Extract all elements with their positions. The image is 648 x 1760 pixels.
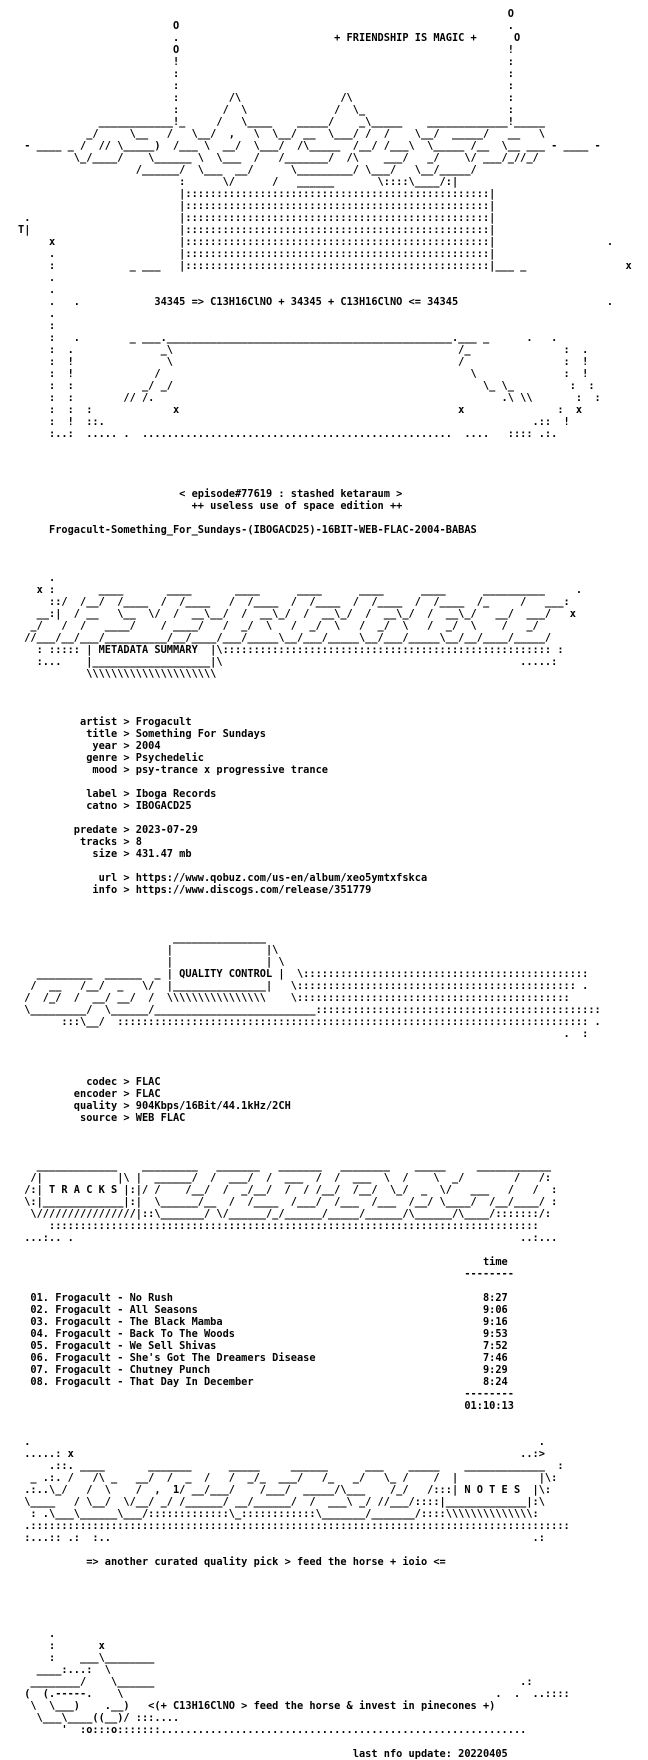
nfo-line: . (18, 272, 56, 284)
nfo-line: ! : (18, 56, 514, 68)
nfo-line: . |:::::::::::::::::::::::::::::::::::::::::::::::::| (18, 248, 496, 260)
nfo-line: genre > Psychedelic (18, 752, 204, 764)
nfo-line: O (18, 8, 514, 20)
nfo-line: => another curated quality pick > feed the horse + ioio <= (18, 1556, 446, 1568)
nfo-line: \ \___) .__) <(+ C13H16ClNO > feed the horse & invest in pinecones +) (18, 1700, 496, 1712)
nfo-line: Frogacult-Something_For_Sundays-(IBOGACD25)-16BIT-WEB-FLAC-2004-BABAS (18, 524, 477, 536)
nfo-line: / /_/ / __/ __/ / \\\\\\\\\\\\\\\\ \:::::::::::::::::::::::::::::::::::::::::::: (18, 992, 570, 1004)
nfo-line: ++ useless use of space edition ++ (18, 500, 403, 512)
nfo-line: : x (18, 1640, 105, 1652)
nfo-line: codec > FLAC (18, 1076, 161, 1088)
nfo-line: \_________/ \______/__________________________:::::::::::::::::::::::::::::::::::::::::::::: (18, 1004, 601, 1016)
nfo-line: title > Something For Sundays (18, 728, 266, 740)
nfo-line: x |:::::::::::::::::::::::::::::::::::::::::::::::::| . (18, 236, 614, 248)
nfo-line: 03. Frogacult - The Black Mamba 9:16 (18, 1316, 508, 1328)
nfo-line: 01. Frogacult - No Rush 8:27 (18, 1292, 508, 1304)
nfo-line: ::/ /__/ /____ / /____ / /____ / /____ / /____ / /____ /_ / ___: (18, 596, 570, 608)
nfo-line: 04. Frogacult - Back To The Woods 9:53 (18, 1328, 508, 1340)
nfo-line: \_/____/ \______ \ \___ / /_______/ /\ ___/ _/ \/ ___/_//_/ (18, 152, 539, 164)
nfo-line: /| |\ | ______/ / ___/ / ___ / / ___ \ / \ _/ / /: (18, 1172, 552, 1184)
nfo-line: . (18, 572, 56, 584)
nfo-line: time (18, 1256, 508, 1268)
nfo-line: size > 431.47 mb (18, 848, 192, 860)
nfo-line: \:|_____________|:| \______/__ / /____ /___/ /___ /___ /__/ \____/ /__/____/ : (18, 1196, 558, 1208)
nfo-line: source > WEB FLAC (18, 1112, 186, 1124)
nfo-line: //___/__/___/__________/__/____/___/_____\__/___/_____\__/___/_____\__/__/____/_____/ (18, 632, 552, 644)
nfo-line: . + FRIENDSHIP IS MAGIC + O (18, 32, 521, 44)
nfo-line: ____:...: \ (18, 1664, 111, 1676)
nfo-line: _ .:. / /\ _ __/ / _ / / _/_ ___/ /_ _/ \_ / / | |\: (18, 1472, 558, 1484)
nfo-line: : .\___\______\___/:::::::::::::\_::::::::::::\_______/_______/::::\\\\\\\\\\\\\\: (18, 1508, 539, 1520)
nfo-line: ( (.-----. \ . . ..:::: (18, 1688, 570, 1700)
nfo-line: . |:::::::::::::::::::::::::::::::::::::::::::::::::| (18, 212, 496, 224)
nfo-line: _____________ _________ _______ _______ ________ _____ ____________ (18, 1160, 552, 1172)
nfo-line: last nfo update: 20220405 (18, 1748, 508, 1760)
nfo-line: :...:: .: :.. .: (18, 1532, 545, 1544)
nfo-line: : ! ::. .:: ! (18, 416, 570, 428)
nfo-line: .::. ____ _______ _____ ______ ___ _____ _____________ : (18, 1460, 564, 1472)
nfo-line: 02. Frogacult - All Seasons 9:06 (18, 1304, 508, 1316)
nfo-line: encoder > FLAC (18, 1088, 161, 1100)
nfo-line: __:| / __ \__ \/ / __\__/ / __\_/ / __\_/ / __\_/ / __\_/ __/ ___/ x (18, 608, 576, 620)
nfo-line: : ! / \ : ! (18, 368, 589, 380)
nfo-line: ____________!_ / \____ _____/ _\_____ _____________!_____ (18, 116, 545, 128)
nfo-line: : ___\________ (18, 1652, 155, 1664)
nfo-line: . (18, 284, 56, 296)
nfo-line: _/ \__ / \__/ , \ \__/ __ \___/ / / \__/ _____/ __ \ (18, 128, 545, 140)
nfo-line: ...:.. . ..:... (18, 1232, 558, 1244)
nfo-line: -------- (18, 1388, 514, 1400)
nfo-line: 05. Frogacult - We Sell Shivas 7:52 (18, 1340, 508, 1352)
nfo-line: ' :o:::o:::::::........................................................... (18, 1724, 527, 1736)
nfo-line: /______/ \___ __/ \_________/ \___/ \__/_____/ (18, 164, 477, 176)
nfo-line: . . 34345 => C13H16ClNO + 34345 + C13H16ClNO <= 34345 . (18, 296, 614, 308)
nfo-line: catno > IBOGACD25 (18, 800, 192, 812)
nfo-line: < episode#77619 : stashed ketaraum > (18, 488, 403, 500)
nfo-line: |:::::::::::::::::::::::::::::::::::::::::::::::::| (18, 188, 496, 200)
nfo-line: . (18, 1628, 56, 1640)
nfo-line: mood > psy-trance x progressive trance (18, 764, 328, 776)
nfo-line: : _ ___ |:::::::::::::::::::::::::::::::::::::::::::::::::|___ _ x (18, 260, 632, 272)
nfo-line: .::::::::::::::::::::::::::::::::::::::::::::::::::::::::::::::::::::::::::::::::::::::: (18, 1520, 570, 1532)
nfo-line: label > Iboga Records (18, 788, 217, 800)
nfo-line: : ::::: | METADATA SUMMARY |\::::::::::::::::::::::::::::::::::::::::::::::::::::: : (18, 644, 564, 656)
nfo-line: 06. Frogacult - She's Got The Dreamers Disease 7:46 (18, 1352, 508, 1364)
nfo-line: -------- (18, 1268, 514, 1280)
nfo-line: .:..\_/ / \ / , 1/ __/___/ /___/ _____/\___ /_/ /:::| N O T E S |\: (18, 1484, 552, 1496)
nfo-line: : : : x x : x (18, 404, 583, 416)
nfo-line: .....: x ..:> (18, 1448, 545, 1460)
nfo-line: O ! (18, 44, 514, 56)
nfo-line: _/ / / ____/ / ____/ / _/ \ / _/ \ / _/ \ / _/ \ / _/ (18, 620, 539, 632)
nfo-line: quality > 904Kbps/16Bit/44.1kHz/2CH (18, 1100, 291, 1112)
nfo-line: : : // /. .\ \\ : : (18, 392, 601, 404)
nfo-line: _________ ______ _ | QUALITY CONTROL | \:::::::::::::::::::::::::::::::::::::::::::::: (18, 968, 589, 980)
nfo-line: / __ /__/ _ \/ |_______________| \::::::::::::::::::::::::::::::::::::::::::::: . (18, 980, 589, 992)
nfo-line: :... |___________________|\ .....: (18, 656, 558, 668)
nfo-line: . (18, 308, 56, 320)
nfo-line: x : ____ ____ ____ ____ ____ ____ __________ . (18, 584, 583, 596)
nfo-line: url > https://www.qobuz.com/us-en/album/xeo5ymtxfskca (18, 872, 428, 884)
nfo-line: : / \ / \_ : (18, 104, 514, 116)
nfo-line: tracks > 8 (18, 836, 142, 848)
nfo-line: info > https://www.discogs.com/release/351779 (18, 884, 372, 896)
nfo-line: :::\__/ :::::::::::::::::::::::::::::::::::::::::::::::::::::::::::::::::::::::::::: . (18, 1016, 601, 1028)
nfo-line: |:::::::::::::::::::::::::::::::::::::::::::::::::| (18, 200, 496, 212)
nfo-line: year > 2004 (18, 740, 161, 752)
nfo-line: - ____ _ / // \_____) /___ \ __/ \___/ /\_____ /__/ /___\ \_____ /__ \__ ___ - ____ - (18, 140, 601, 152)
nfo-line: : /\ /\ : (18, 92, 514, 104)
nfo-line: . . (18, 1436, 545, 1448)
nfo-line: predate > 2023-07-29 (18, 824, 198, 836)
nfo-line: | |\ (18, 944, 279, 956)
nfo-line: ________/ \______ .: (18, 1676, 533, 1688)
nfo-line: \////////////////|::\_______/ \/______/_/______/_____/______/\______/\____/:::::::/: (18, 1208, 552, 1220)
nfo-line: \____ / \__/ \/__/ _/ /______/ __/______/ / ___\ _/ //___/::::|_____________|:\ (18, 1496, 545, 1508)
nfo-line: _______________ (18, 932, 266, 944)
nfo-line: :..: ..... . .................................................. .... :::: .:. (18, 428, 558, 440)
nfo-line: 01:10:13 (18, 1400, 514, 1412)
nfo-line: artist > Frogacult (18, 716, 192, 728)
nfo-line: 08. Frogacult - That Day In December 8:24 (18, 1376, 508, 1388)
nfo-line: /:| T R A C K S |:|/ / /__/ / _/__/ / / /__/ /__/ \_/ _ \/ ___ / / : (18, 1184, 558, 1196)
nfo-line: : : _/ _/ \_ \_ : : (18, 380, 595, 392)
nfo-line: . : (18, 1028, 589, 1040)
nfo-line: : . _\ /_ : . (18, 344, 589, 356)
nfo-line: ::::::::::::::::::::::::::::::::::::::::::::::::::::::::::::::::::::::::::::::: (18, 1220, 539, 1232)
nfo-line: \___\____((__)/ :::.... (18, 1712, 180, 1724)
nfo-line: : : (18, 80, 514, 92)
nfo-line: 07. Frogacult - Chutney Punch 9:29 (18, 1364, 508, 1376)
nfo-line: : \/ / ______ \::::\____/:| (18, 176, 459, 188)
nfo-line: O . (18, 20, 514, 32)
nfo-line: : : (18, 68, 514, 80)
nfo-line: T| |:::::::::::::::::::::::::::::::::::::::::::::::::| (18, 224, 496, 236)
nfo-line: : ! \ / : ! (18, 356, 589, 368)
nfo-line: \\\\\\\\\\\\\\\\\\\\\ (18, 668, 217, 680)
nfo-line: : . _ ___.______________________________________________.___ _ . . (18, 332, 558, 344)
nfo-line: : (18, 320, 56, 332)
nfo-line: | | \ (18, 956, 285, 968)
